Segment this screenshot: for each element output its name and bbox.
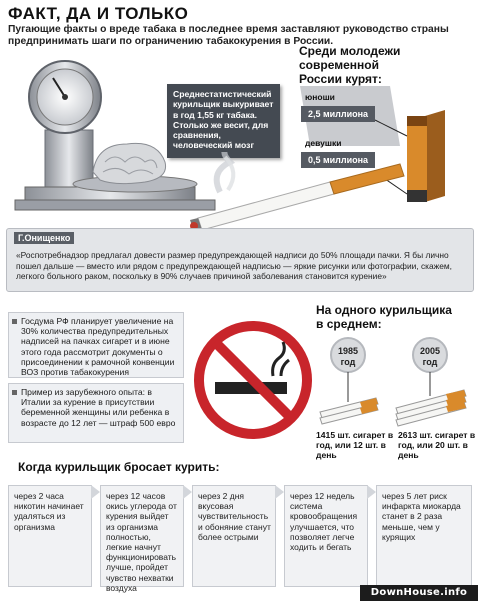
brain-weight-callout: Среднестатистический курильщик выкуривает в год 1,55 кг табака. Столько же весит, для сравнения, человеческий мозг xyxy=(167,84,280,158)
gosduma-fact xyxy=(8,312,184,378)
quote-text: «Роспотребнадзор предлагал довести размер предупреждающей надписи до 50% площади пачки. Я бы лично пошел дальше — вместо или рядом с предупреждающей надписью — яркие рисунки или фотографии, скажем, легкого больного раком, поскольку в 90% случаев причиной заболевания становится курение» xyxy=(16,250,452,282)
boys-value: 2,5 миллиона xyxy=(301,106,375,122)
cigarette-stacks-illustration xyxy=(316,372,478,432)
year-1985-unit: год xyxy=(340,357,356,367)
arrow-icon xyxy=(275,485,284,499)
stack-2005 xyxy=(396,390,466,426)
quit-step-5 xyxy=(376,485,472,587)
quit-step-2 xyxy=(100,485,184,593)
youth-title-line1: Среди молодежи современной xyxy=(299,44,401,72)
per-smoker-title xyxy=(316,303,452,331)
girls-value: 0,5 миллиона xyxy=(301,152,375,168)
arrow-icon xyxy=(183,485,192,499)
stat-1985: 1415 шт. сигарет в год, или 12 шт. в день xyxy=(316,430,394,460)
page-title: ФАКТ, ДА И ТОЛЬКО xyxy=(8,4,189,23)
gosduma-text: Госдума РФ планирует увеличение на 30% количества предупредительных надписей на пачках сигарет и в июне этого года рассмотрит документы о присоединении к рамочной конвенции ВОЗ против табакокурения xyxy=(21,316,175,378)
bullet-icon xyxy=(12,319,17,324)
stat-2005: 2613 шт. сигарет в год, или 20 шт. в день xyxy=(398,430,476,460)
watermark: DownHouse.info xyxy=(360,585,478,601)
boys-label: юноши xyxy=(305,92,335,102)
arrow-icon xyxy=(367,485,376,499)
girls-label: девушки xyxy=(305,138,342,148)
bullet-icon xyxy=(12,390,17,395)
quit-step-5-text: через 5 лет риск инфаркта миокарда станет в 2 раза меньше, чем у курящих xyxy=(382,491,461,542)
year-badge-2005 xyxy=(412,337,448,373)
arrow-icon xyxy=(91,485,100,499)
quit-title: Когда курильщик бросает курить: xyxy=(18,460,220,474)
youth-title-line2: России курят: xyxy=(299,72,382,86)
year-1985: 1985 xyxy=(337,346,359,356)
quit-step-1-text: через 2 часа никотин начинает удаляться из организма xyxy=(14,491,84,532)
italy-example xyxy=(8,383,184,443)
quit-step-3 xyxy=(192,485,276,587)
no-smoking-icon xyxy=(193,320,313,440)
quit-step-1 xyxy=(8,485,92,587)
stack-1985 xyxy=(320,398,378,424)
quit-step-4 xyxy=(284,485,368,587)
quit-step-2-text: через 12 часов окись углерода от курения выйдет из организма полностью, легкие начнут функционировать лучше, пройдет чувство нехватки воздуха xyxy=(106,491,177,593)
year-badge-1985 xyxy=(330,337,366,373)
quote-author: Г.Онищенко xyxy=(14,232,74,244)
italy-example-text: Пример из зарубежного опыта: в Италии за курение в присутствии беременной женщины или ребенка в возрасте до 12 лет — штраф 500 евро xyxy=(21,387,176,428)
per-smoker-title-line2: в среднем: xyxy=(316,317,382,331)
year-2005: 2005 xyxy=(419,346,441,356)
quit-step-4-text: через 12 недель система кровообращения улучшается, что позволяет легче ходить и бегать xyxy=(290,491,358,553)
page-subtitle: Пугающие факты о вреде табака в последнее время заставляют руководство страны предпринимать шаги по ограничению табакокурения в России. xyxy=(8,24,449,47)
per-smoker-title-line1: На одного курильщика xyxy=(316,303,452,317)
quit-step-3-text: через 2 дня вкусовая чувствительность и обоняние станут более острыми xyxy=(198,491,271,542)
year-2005-unit: год xyxy=(422,357,438,367)
